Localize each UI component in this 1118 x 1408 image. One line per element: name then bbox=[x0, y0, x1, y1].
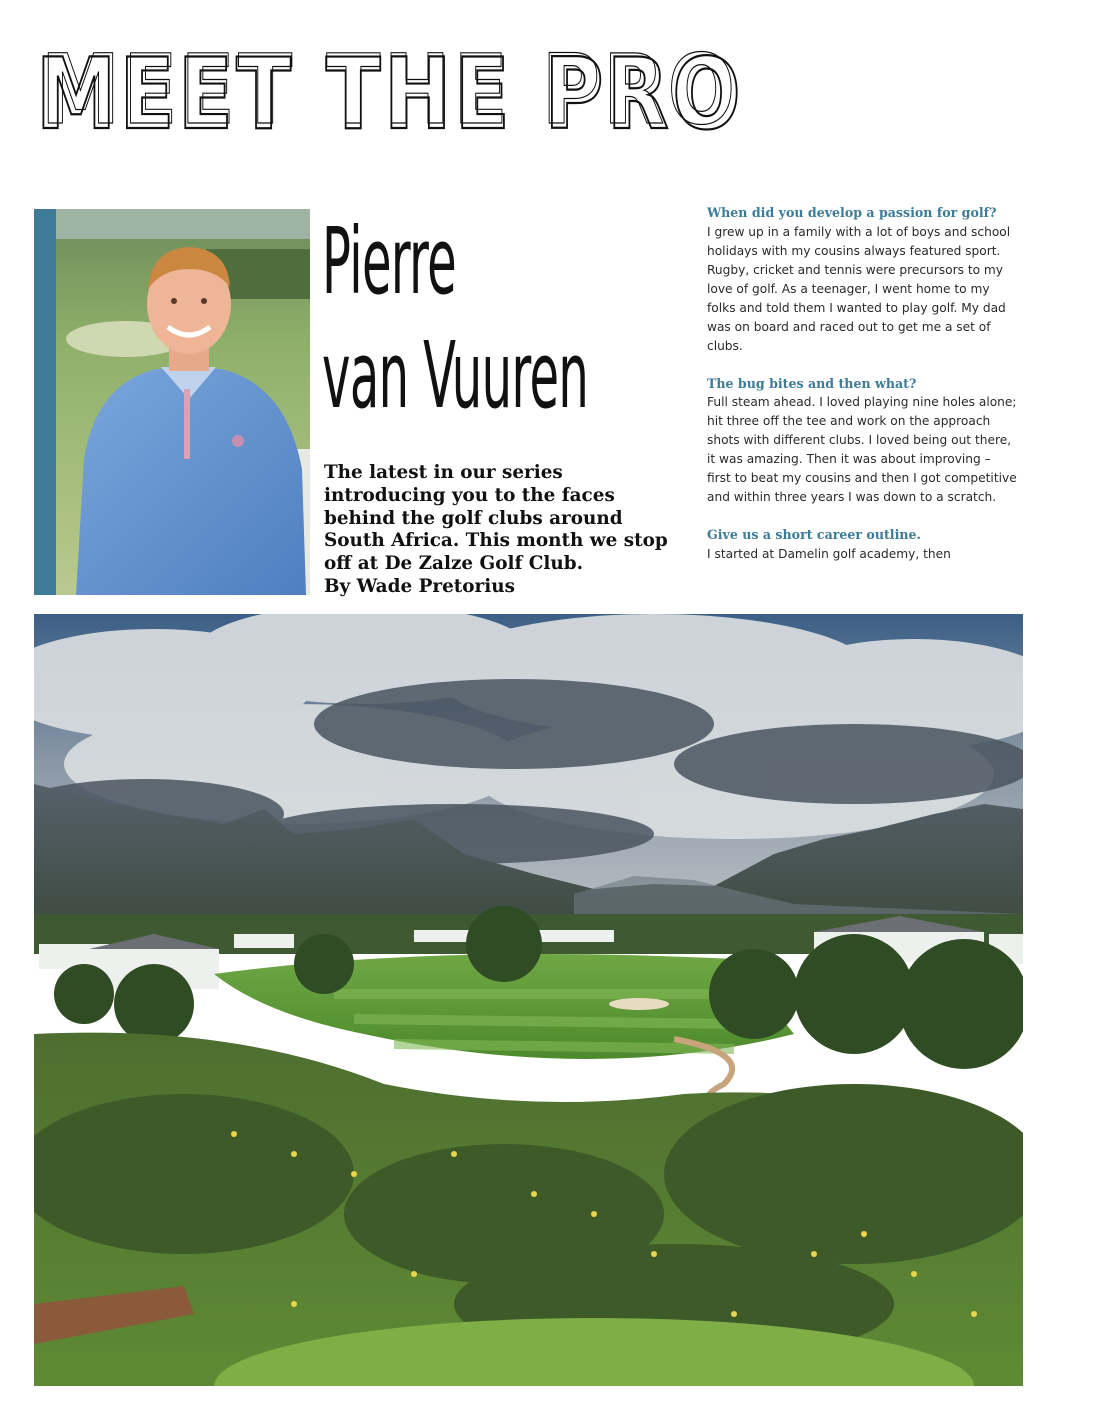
section-title-graphic bbox=[34, 44, 794, 144]
byline: By Wade Pretorius bbox=[324, 575, 515, 597]
portrait-illustration bbox=[56, 209, 310, 595]
standfirst bbox=[324, 462, 669, 599]
profile-name-first: Pierre bbox=[322, 208, 457, 315]
section-title-inner-line: MEET THE PRO bbox=[40, 44, 739, 144]
profile-name-last: van Vuuren bbox=[322, 322, 589, 429]
interview-question: Give us a short career outline. bbox=[707, 527, 921, 542]
section-title bbox=[34, 44, 794, 144]
interview-answer: I started at Damelin golf academy, then bbox=[707, 546, 951, 561]
interview-answer: I grew up in a family with a lot of boys and school holidays with my cousins always featured sport. Rugby, cricket and tennis were precursors to my love of golf. As a teenager, I went home to my folks and told them I wanted to play golf. My dad was on board and raced out to get me a set of clubs. bbox=[707, 224, 1011, 353]
golf-course-photo bbox=[34, 614, 1023, 1386]
interview-column bbox=[707, 204, 1027, 564]
portrait-photo bbox=[56, 209, 310, 595]
interview-answer: Full steam ahead. I loved playing nine holes alone; hit three off the tee and work on the approach shots with different clubs. I loved being out there, it was amazing. Then it was about improving – first to beat my cousins and then I got competitive and within three years I was down to a scratch. bbox=[707, 395, 1017, 504]
section-title-text: MEET THE PRO bbox=[36, 44, 744, 144]
standfirst-text: The latest in our series introducing you to the faces behind the golf clubs around South Africa. This month we stop off at De Zalze Golf Club. bbox=[324, 462, 668, 575]
interview-question: When did you develop a passion for golf? bbox=[707, 205, 997, 220]
interview-question: The bug bites and then what? bbox=[707, 375, 917, 391]
golf-course-illustration bbox=[34, 614, 1023, 1386]
accent-bar bbox=[34, 209, 56, 595]
